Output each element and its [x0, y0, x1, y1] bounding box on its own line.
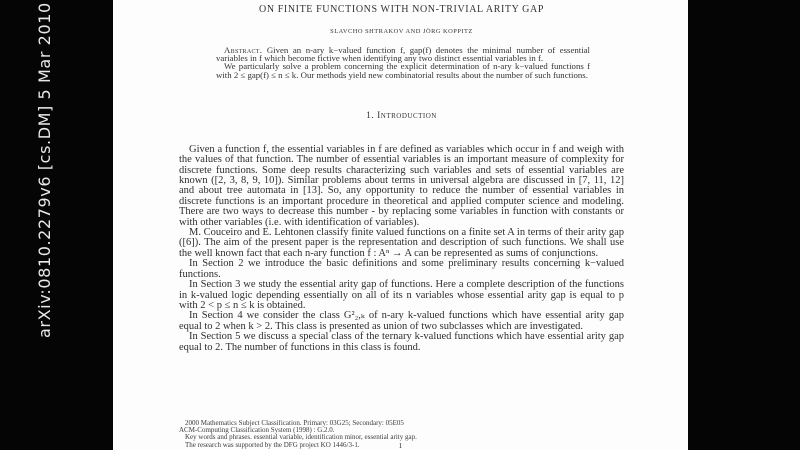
arxiv-watermark: arXiv:0810.2279v6 [cs.DM] 5 Mar 2010: [35, 2, 54, 338]
abstract-paragraph-2: We particularly solve a problem concerning the explicit determination of n-ary k−valued functions f with 2 ≤ gap(f) ≤ n ≤ k. Our methods yield new combinatorial results about the number of such functions.: [216, 61, 590, 80]
abstract-paragraph-1: [216, 46, 590, 62]
paper-title: ON FINITE FUNCTIONS WITH NON-TRIVIAL ARITY GAP: [259, 4, 544, 15]
section-heading: 1. Introduction: [366, 110, 437, 121]
paragraph-4: In Section 3 we study the essential arity gap of functions. Here a complete description of the functions in k-valued logic depending essentially on all of its n variables whose essential arity gap is equal to p with 2 < p ≤ n ≤ k is obtained.: [179, 279, 624, 311]
paper-body: [179, 145, 624, 353]
footnote-keywords: Key words and phrases. essential variable, identification minor, essential arity gap.: [185, 434, 417, 442]
abstract-label: Abstract.: [224, 45, 263, 55]
paragraph-3: In Section 2 we introduce the basic definitions and some preliminary results concerning k−valued functions.: [179, 258, 624, 280]
page-number: 1: [398, 441, 403, 450]
paper-authors: SLAVCHO SHTRAKOV AND JÖRG KOPPITZ: [330, 28, 473, 35]
paragraph-1: Given a function f, the essential variables in f are defined as variables which occur in f and weigh with the values of that function. The number of essential variables is an important measure of complexity for discrete functions. Some deep results characterizing such variables and sets of essential variables are known ([2, 3, 8, 9, 10]). Similar problems about terms in universal algebra are discussed in [7, 11, 12] and about tree automata in [13]. So, any opportunity to reduce the number of essential variables in discrete functions is an important procedure in theoretical and applied computer science and modeling. There are two ways to decrease this number - by replacing some variables in function with constants or with other variables (i.e. with identification of variables).: [179, 143, 624, 228]
footnote-classification: 2000 Mathematics Subject Classification. Primary: 03G25; Secondary: 05E05: [185, 420, 404, 427]
footnote-funding: The research was supported by the DFG project KO 1446/3-1.: [185, 441, 360, 449]
paragraph-6: In Section 5 we discuss a special class of the ternary k-valued functions which have essential arity gap equal to 2. The number of functions in this class is found.: [179, 331, 624, 353]
paragraph-5: In Section 4 we consider the class G²₂,ₖ of n-ary k-valued functions which have essential arity gap equal to 2 when k > 2. This class is presented as union of two subclasses which are investigated.: [179, 310, 624, 332]
abstract-text-1: Given an n-ary k−valued function f, gap(f) denotes the minimal number of essential variables in f which become fictive when identifying any two distinct essential variables in f.: [216, 45, 590, 64]
paragraph-2: M. Couceiro and E. Lehtonen classify finite valued functions on a finite set A in terms of their arity gap ([6]). The aim of the present paper is the representation and description of such functions. We shall use the well known fact that each n-ary function f : Aⁿ → A can be represented as sums of conjunctions.: [179, 227, 624, 259]
paper-page: [113, 0, 688, 450]
abstract: [216, 46, 590, 79]
footnote-acm: ACM-Computing Classification System (1998) : G.2.0.: [179, 427, 335, 435]
page-content: [113, 0, 688, 353]
